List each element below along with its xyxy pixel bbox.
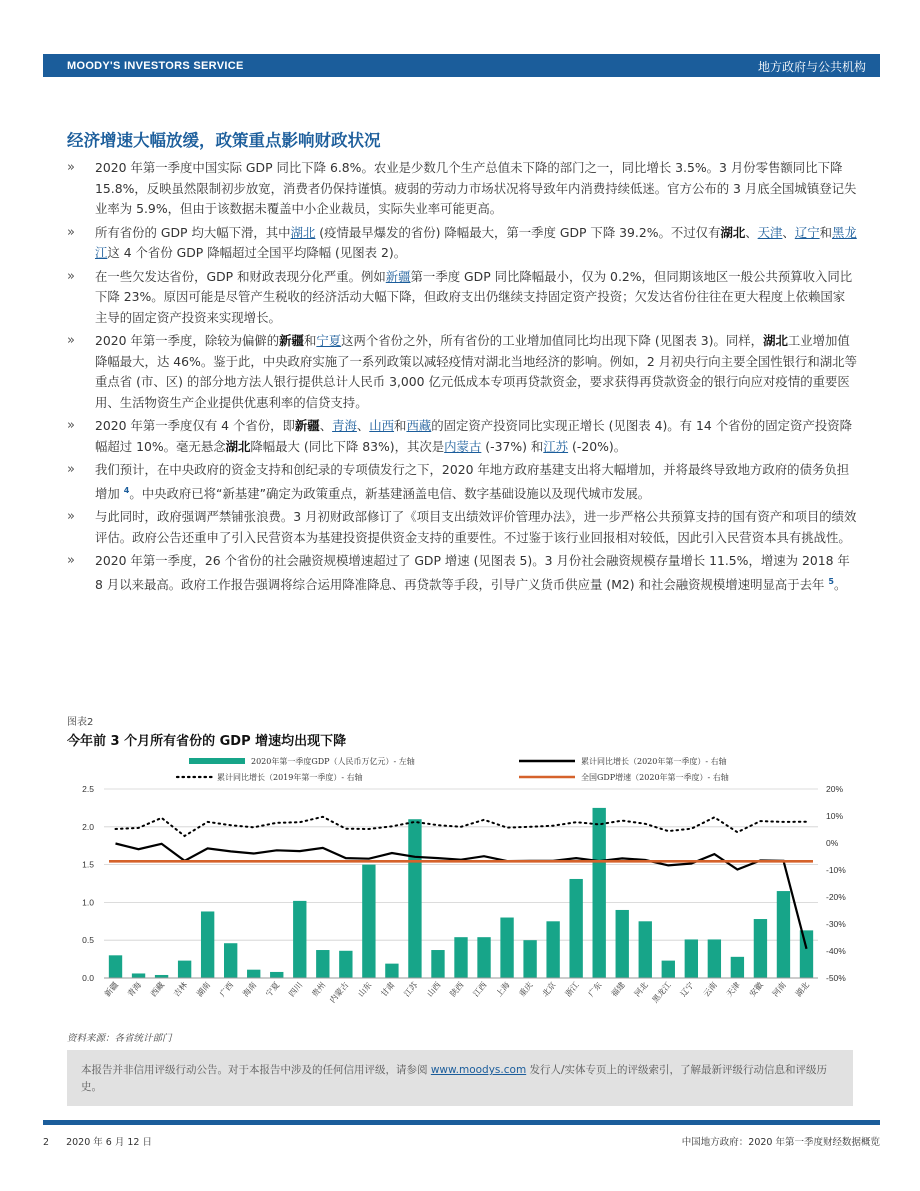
figure-label: 图表2 xyxy=(67,717,94,728)
gdp-bar xyxy=(708,939,721,978)
gdp-bar xyxy=(316,950,329,978)
category-label: 江西 xyxy=(471,980,489,999)
category-label: 河北 xyxy=(632,980,650,999)
category-label: 广西 xyxy=(218,980,236,999)
gdp-chart xyxy=(67,753,857,1028)
disclaimer-text-before: 本报告并非信用评级行动公告。对于本报告中涉及的任何信用评级，请参阅 xyxy=(81,1064,431,1076)
figure-title: 今年前 3 个月所有省份的 GDP 增速均出现下降 xyxy=(67,734,347,749)
bullet-text: 2020 年第一季度仅有 4 个省份，即 xyxy=(95,418,295,433)
category-label: 江苏 xyxy=(402,980,420,999)
gdp-bar xyxy=(109,955,122,978)
gdp-bar xyxy=(800,930,813,978)
bullet-text: 、 xyxy=(782,224,795,240)
gdp-bar xyxy=(132,973,145,978)
bullet-item xyxy=(67,158,857,220)
bullet-text: 、 xyxy=(745,224,758,240)
gdp-bar xyxy=(224,943,237,978)
gdp-bar xyxy=(477,937,490,978)
bullet-text: 在一些欠发达省份，GDP 和财政表现分化严重。例如 xyxy=(95,268,386,284)
bullet-text: 、 xyxy=(319,418,333,433)
province-link[interactable]: 宁夏 xyxy=(316,333,342,348)
bullet-text: 2020 年第一季度中国实际 GDP 同比下降 6.8%。农业是少数几个生产总值未下降的部门之一，同比增长 3.5%。3 月份零售额同比下降 15.8%，反映虽然限制初步放宽，消费者仍保持谨慎。疲弱的劳动力市场状况将导致年内消费持续低迷。官方公布的 3 月底全国城镇登记失业率为 5.9%，但由于该数据未覆盖中小企业裁员，实际失业率可能更高。 xyxy=(95,160,857,216)
bold-text: 湖北 xyxy=(763,333,788,348)
province-link[interactable]: 黑龙江 xyxy=(95,224,857,260)
category-label: 山西 xyxy=(425,980,443,999)
bullet-item xyxy=(67,267,857,329)
report-title: 中国地方政府：2020 年第一季度财经数据概览 xyxy=(681,1137,880,1148)
report-date: 2020 年 6 月 12 日 xyxy=(66,1137,152,1148)
bold-text: 新疆 xyxy=(294,418,320,433)
bullet-text: 2020 年第一季度，除较为偏僻的 xyxy=(95,333,280,348)
moodys-link[interactable]: www.moodys.com xyxy=(430,1064,527,1076)
bullet-list xyxy=(67,158,857,598)
bullet-text: 和 xyxy=(819,224,832,240)
page-number: 2 xyxy=(43,1137,50,1148)
category-label: 辽宁 xyxy=(678,980,696,999)
bullet-text: 这 4 个省份 GDP 降幅超过全国平均降幅 (见图表 2)。 xyxy=(107,245,407,260)
gdp-bar xyxy=(569,879,582,978)
category-label: 海南 xyxy=(241,980,259,999)
province-link[interactable]: 内蒙古 xyxy=(444,438,482,454)
gdp-bar xyxy=(293,901,306,978)
category-label: 内蒙古 xyxy=(328,980,351,1005)
gdp-bar xyxy=(201,911,214,978)
province-link[interactable]: 西藏 xyxy=(406,418,432,433)
bullet-item xyxy=(67,551,857,595)
bullet-text: 2020 年第一季度，26 个省份的社会融资规模增速超过了 GDP 增速 (见图表 5)。3 月份社会融资规模存量增长 11.5%，增速为 2018 年 8 月以来最高。政府工作报告强调将综合运用降准降息、再贷款等手段，引导广义货币供应量 (M2) 和社会融资规模增速明显高于去年 xyxy=(95,553,850,592)
category-label: 四川 xyxy=(287,980,305,999)
province-link[interactable]: 江苏 xyxy=(543,438,569,454)
gdp-bar xyxy=(685,939,698,978)
bullet-item xyxy=(67,460,857,504)
gdp-bar xyxy=(339,951,352,978)
bullet-marker: » xyxy=(67,509,75,525)
gdp-bar xyxy=(178,961,191,978)
gdp-bar xyxy=(362,865,375,978)
legend-swatch-bar xyxy=(189,758,245,764)
left-tick-label: 1.0 xyxy=(82,897,94,908)
province-link[interactable]: 山西 xyxy=(369,418,395,433)
left-tick-label: 1.5 xyxy=(82,859,94,870)
bullet-marker: » xyxy=(67,224,75,240)
gdp-bar xyxy=(639,921,652,978)
growth-2020-line xyxy=(116,844,807,949)
gdp-bar xyxy=(662,961,675,978)
gdp-bar xyxy=(593,808,606,978)
footer-rule xyxy=(43,1120,880,1125)
bullet-text: 工业增加值降幅最大，达 46%。鉴于此，中央政府实施了一系列政策以减轻疫情对湖北当地经济的影响。例如，2 月初央行向主要全国性银行和湖北等重点省 (市、区) 的部分地方法人银行提供总计人民币 3,000 亿元低成本专项再贷款资金，要求获得再贷款资金的银行向应对疫情的重要医用、生活物资生产企业提供优惠利率的信贷支持。 xyxy=(95,333,857,410)
disclaimer-box xyxy=(67,1050,853,1106)
bullet-text: 所有省份的 GDP 均大幅下滑，其中 xyxy=(95,224,291,240)
province-link[interactable]: 天津 xyxy=(757,224,783,240)
bullet-marker: » xyxy=(67,160,75,175)
province-link[interactable]: 辽宁 xyxy=(794,224,820,240)
bullet-text: 。 xyxy=(833,576,847,592)
right-tick-label: -50% xyxy=(826,973,846,983)
right-tick-label: -20% xyxy=(826,892,846,902)
bullet-marker: » xyxy=(67,333,75,348)
category-label: 贵州 xyxy=(310,980,328,999)
bullet-item xyxy=(67,331,857,413)
right-tick-label: 20% xyxy=(826,784,844,794)
category-label: 宁夏 xyxy=(264,980,282,999)
figure-source: 资料来源：各省统计部门 xyxy=(67,1033,172,1044)
section-heading: 经济增速大幅放缓，政策重点影响财政状况 xyxy=(67,131,381,150)
bold-text: 新疆 xyxy=(279,333,304,348)
gdp-bar xyxy=(777,891,790,978)
bullet-marker: » xyxy=(67,268,75,284)
bold-text: 湖北 xyxy=(720,224,746,240)
right-tick-label: 0% xyxy=(826,838,839,848)
category-label: 上海 xyxy=(494,980,512,999)
category-label: 河南 xyxy=(770,980,788,999)
category-label: 西藏 xyxy=(148,980,167,999)
province-link[interactable]: 湖北 xyxy=(290,224,316,240)
gdp-bar xyxy=(616,910,629,978)
category-label: 广东 xyxy=(586,980,604,999)
footer-left xyxy=(43,1134,152,1148)
bullet-text: 和 xyxy=(394,418,407,433)
legend-label-line2020: 累计同比增长（2020年第一季度）- 右轴 xyxy=(581,757,727,766)
bullet-marker: » xyxy=(67,553,75,569)
bullet-text: 。中央政府已将“新基建”确定为政策重点，新基建涵盖电信、数字基础设施以及现代城市发展。 xyxy=(129,485,651,501)
category-label: 湖北 xyxy=(793,980,812,999)
bullet-text: 第一季度 GDP 同比降幅最小，仅为 0.2%，但同期该地区一般公共预算收入同比下降 23%。原因可能是尽管产生税收的经济活动大幅下降，但政府支出仍继续支持固定资产投资；欠发达省份往往在更大程度上依赖国家主导的固定资产投资来实现增长。 xyxy=(95,268,853,325)
bullet-item xyxy=(67,507,857,548)
category-label: 新疆 xyxy=(102,980,121,999)
legend-label-bar: 2020年第一季度GDP（人民币万亿元）- 左轴 xyxy=(251,757,415,766)
bullet-text: 降幅最大 (同比下降 83%)，其次是 xyxy=(250,438,445,454)
category-label: 北京 xyxy=(540,980,558,999)
gdp-bar xyxy=(523,940,536,978)
footnote-ref[interactable]: 4 xyxy=(123,485,130,495)
gdp-bar xyxy=(754,919,767,978)
gdp-bar xyxy=(500,918,513,978)
bold-text: 湖北 xyxy=(225,438,251,454)
category-label: 陕西 xyxy=(448,980,466,999)
bullet-text: 与此同时，政府强调严禁铺张浪费。3 月初财政部修订了《项目支出绩效评价管理办法》，进一步严格公共预算支持的国有资产和项目的绩效评估。政府公告还重申了引入民营资本为基建投资提供资金支持的重要性。不过鉴于该行业回报相对较低，因此引入民营资本具有挑战性。 xyxy=(95,509,857,545)
bullet-item xyxy=(67,416,857,457)
category-label: 湖南 xyxy=(194,980,213,999)
bullet-marker: » xyxy=(67,462,75,477)
disclaimer-text-after: 发行人/实体专页上的评级索引，了解最新评级行动信息和评级历史。 xyxy=(81,1064,828,1093)
gdp-bar xyxy=(385,964,398,978)
bullet-text: 和 xyxy=(303,333,317,348)
section-name: 地方政府与公共机构 xyxy=(757,60,866,74)
category-label: 吉林 xyxy=(171,980,190,999)
category-label: 重庆 xyxy=(517,980,535,999)
left-tick-label: 2.0 xyxy=(82,821,94,832)
left-tick-label: 0.0 xyxy=(82,973,94,983)
bullet-text: 我们预计，在中央政府的资金支持和创纪录的专项债发行之下，2020 年地方政府基建支出将大幅增加，并将最终导致地方政府的债务负担增加 xyxy=(95,462,850,501)
bullet-marker: » xyxy=(67,418,75,433)
province-link[interactable]: 青海 xyxy=(332,418,357,433)
gdp-bar xyxy=(408,819,421,978)
category-label: 浙江 xyxy=(563,980,581,999)
legend-label-national: 全国GDP增速（2020年第一季度）- 右轴 xyxy=(581,773,729,782)
footnote-ref[interactable]: 5 xyxy=(828,576,834,586)
category-label: 天津 xyxy=(724,980,742,999)
gdp-bar xyxy=(731,957,744,978)
left-tick-label: 0.5 xyxy=(82,935,94,946)
category-label: 云南 xyxy=(701,980,719,999)
bullet-text: 的固定资产投资同比实现正增长 (见图表 4)。有 14 个省份的固定资产投资降幅超过 10%。毫无悬念 xyxy=(95,418,853,454)
bullet-text: 这两个省份之外，所有省份的工业增加值同比均出现下降 (见图表 3)。同样， xyxy=(341,333,764,348)
category-label: 青海 xyxy=(125,980,144,999)
gdp-bar xyxy=(431,950,444,978)
bullet-text: (疫情最早爆发的省份) 降幅最大，第一季度 GDP 下降 39.2%。不过仅有 xyxy=(315,224,721,240)
bullet-item xyxy=(67,223,857,264)
bullet-text: (-37%) 和 xyxy=(481,438,544,454)
left-tick-label: 2.5 xyxy=(82,784,94,794)
right-tick-label: 10% xyxy=(826,811,844,821)
category-label: 甘肃 xyxy=(379,980,397,999)
gdp-bar xyxy=(247,970,260,978)
category-label: 黑龙江 xyxy=(650,980,673,1005)
right-tick-label: -40% xyxy=(826,946,846,956)
legend-label-dots2019: 累计同比增长（2019年第一季度）- 右轴 xyxy=(217,773,363,782)
category-label: 山东 xyxy=(356,980,374,999)
bullet-text: (-20%)。 xyxy=(568,438,627,454)
bullet-text: 、 xyxy=(356,418,370,433)
category-label: 安徽 xyxy=(747,980,765,999)
right-tick-label: -10% xyxy=(826,865,846,875)
category-label: 福建 xyxy=(609,980,627,999)
province-link[interactable]: 新疆 xyxy=(385,268,411,284)
header-bar xyxy=(43,54,880,77)
brand-name: MOODY'S INVESTORS SERVICE xyxy=(67,60,244,72)
gdp-bar xyxy=(454,937,467,978)
gdp-bar xyxy=(546,921,559,978)
right-tick-label: -30% xyxy=(826,919,846,929)
gdp-bar xyxy=(270,972,283,978)
